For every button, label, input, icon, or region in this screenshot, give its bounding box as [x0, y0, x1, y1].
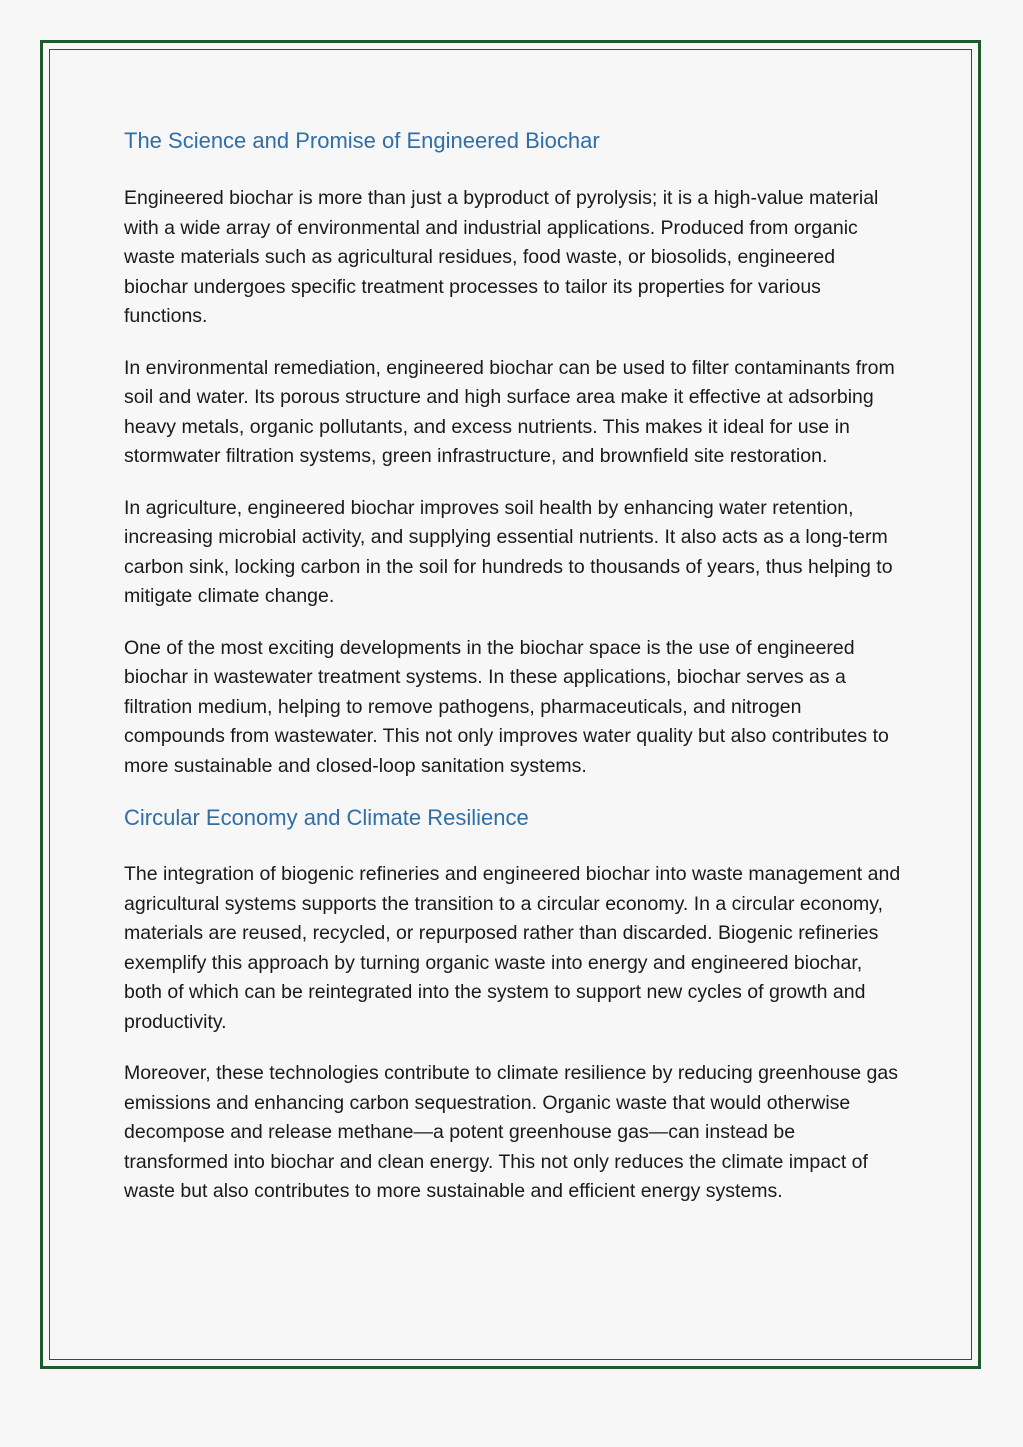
- paragraph: Moreover, these technologies contribute to climate resilience by reducing greenhouse gas emissions and enhancing carbon sequestration. Organic waste that would otherwise decompose and release methane—a potent greenhouse gas—can instead be transformed into biochar and clean energy. This not only reduces the climate impact of waste but also contributes to more sustainable and efficient energy systems.: [124, 1062, 898, 1202]
- paragraph: In environmental remediation, engineered biochar can be used to filter contaminants from soil and water. Its porous structure and high surface area make it effective at adsorbing heavy metals, organic pollutants, and excess nutrients. This makes it ideal for use in stormwater filtration systems, green infrastructure, and brownfield site restoration.: [124, 356, 895, 467]
- section-heading-circular-economy: Circular Economy and Climate Resilience: [124, 805, 529, 830]
- section-heading-biochar: The Science and Promise of Engineered Biochar: [124, 128, 600, 153]
- paragraph: In agriculture, engineered biochar improves soil health by enhancing water retention, increasing microbial activity, and supplying essential nutrients. It also acts as a long-term carbon sink, locking carbon in the soil for hundreds to thousands of years, thus helping to mitigate climate change.: [124, 496, 893, 607]
- document-body: [124, 126, 904, 1229]
- paragraph: One of the most exciting developments in the biochar space is the use of engineered biochar in wastewater treatment systems. In these applications, biochar serves as a filtration medium, helping to remove pathogens, pharmaceuticals, and nitrogen compounds from wastewater. This not only improves water quality but also contributes to more sustainable and closed-loop sanitation systems.: [124, 636, 889, 777]
- paragraph: Engineered biochar is more than just a byproduct of pyrolysis; it is a high-value material with a wide array of environmental and industrial applications. Produced from organic waste materials such as agricultural residues, food waste, or biosolids, engineered biochar undergoes specific treatment processes to tailor its properties for various functions.: [124, 187, 879, 327]
- paragraph: The integration of biogenic refineries and engineered biochar into waste management and agricultural systems supports the transition to a circular economy. In a circular economy, materials are reused, recycled, or repurposed rather than discarded. Biogenic refineries exemplify this approach by turning organic waste into energy and engineered biochar, both of which can be reintegrated into the system to support new cycles of growth and productivity.: [124, 863, 901, 1033]
